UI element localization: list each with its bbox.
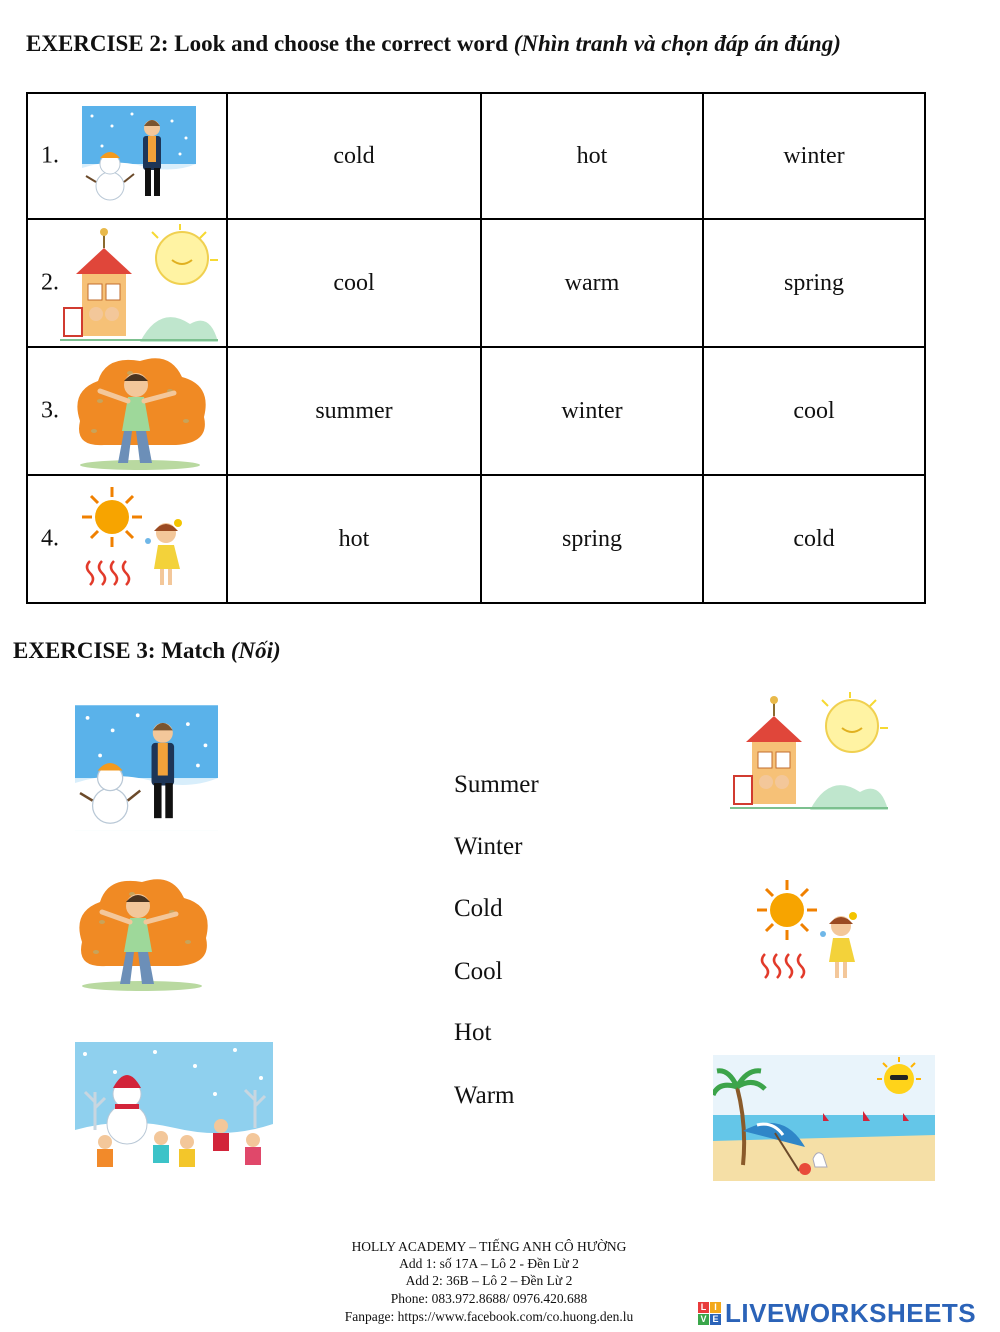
option-cell[interactable]: cool [703, 347, 925, 475]
exercise-2-heading [26, 31, 841, 57]
exercise-3-instruction: (Nối) [230, 638, 281, 663]
row-number: 1. [41, 142, 59, 169]
option-cell[interactable]: hot [227, 475, 481, 603]
row-2-picture-cell [27, 219, 227, 347]
option-cell[interactable]: cold [703, 475, 925, 603]
snowman-boy-picture [82, 106, 196, 206]
table-row [27, 93, 925, 219]
exercise-2-instruction: (Nhìn tranh và chọn đáp án đúng) [513, 31, 841, 56]
house-sun-picture [60, 224, 218, 342]
option-cell[interactable]: cold [227, 93, 481, 219]
logo-letter: E [710, 1314, 721, 1325]
match-word-summer[interactable]: Summer [454, 771, 539, 798]
match-word-cold[interactable]: Cold [454, 895, 503, 922]
footer-academy: HOLLY ACADEMY – TIẾNG ANH CÔ HƯỜNG [351, 1239, 627, 1254]
row-number: 2. [41, 269, 59, 296]
match-picture-hot-girl[interactable] [757, 880, 867, 984]
option-cell[interactable]: winter [481, 347, 703, 475]
option-cell[interactable]: hot [481, 93, 703, 219]
option-cell[interactable]: warm [481, 219, 703, 347]
option-cell[interactable]: winter [703, 93, 925, 219]
match-picture-winter-kids[interactable] [75, 1042, 273, 1180]
logo-letter: V [698, 1314, 709, 1325]
exercise-2-table [26, 92, 926, 604]
match-picture-autumn-boy[interactable] [72, 872, 214, 992]
autumn-tree-boy-picture [70, 351, 212, 471]
match-word-winter[interactable]: Winter [454, 833, 523, 860]
match-picture-house-sun[interactable] [730, 692, 888, 810]
logo-letter: I [710, 1302, 721, 1313]
liveworksheets-wordmark: LIVEWORKSHEETS [725, 1297, 977, 1328]
match-word-cool[interactable]: Cool [454, 958, 503, 985]
footer-fanpage: Fanpage: https://www.facebook.com/co.huong.den.lu [344, 1309, 634, 1324]
row-3-picture-cell [27, 347, 227, 475]
match-picture-snowman-boy[interactable] [75, 700, 218, 836]
footer-address-2: Add 2: 36B – Lô 2 – Đền Lừ 2 [405, 1273, 573, 1288]
logo-letter: L [698, 1302, 709, 1313]
exercise-2-title: EXERCISE 2: Look and choose the correct word [26, 31, 514, 56]
exercise-3-title: EXERCISE 3: Match [13, 638, 231, 663]
table-row [27, 347, 925, 475]
exercise-3-heading [13, 638, 281, 664]
match-word-hot[interactable]: Hot [454, 1019, 492, 1046]
hot-sun-girl-picture [82, 487, 192, 591]
table-row [27, 475, 925, 603]
option-cell[interactable]: summer [227, 347, 481, 475]
match-word-warm[interactable]: Warm [454, 1082, 515, 1109]
liveworksheets-logo-icon [698, 1302, 721, 1325]
row-4-picture-cell [27, 475, 227, 603]
row-number: 3. [41, 397, 59, 424]
row-1-picture-cell [27, 93, 227, 219]
option-cell[interactable]: spring [481, 475, 703, 603]
match-picture-beach[interactable] [713, 1055, 935, 1181]
option-cell[interactable]: spring [703, 219, 925, 347]
row-number: 4. [41, 525, 59, 552]
liveworksheets-brand[interactable] [698, 1298, 976, 1328]
option-cell[interactable]: cool [227, 219, 481, 347]
footer-address-1: Add 1: số 17A – Lô 2 - Đền Lừ 2 [399, 1256, 579, 1271]
table-row [27, 219, 925, 347]
footer-phone: Phone: 083.972.8688/ 0976.420.688 [390, 1291, 588, 1306]
